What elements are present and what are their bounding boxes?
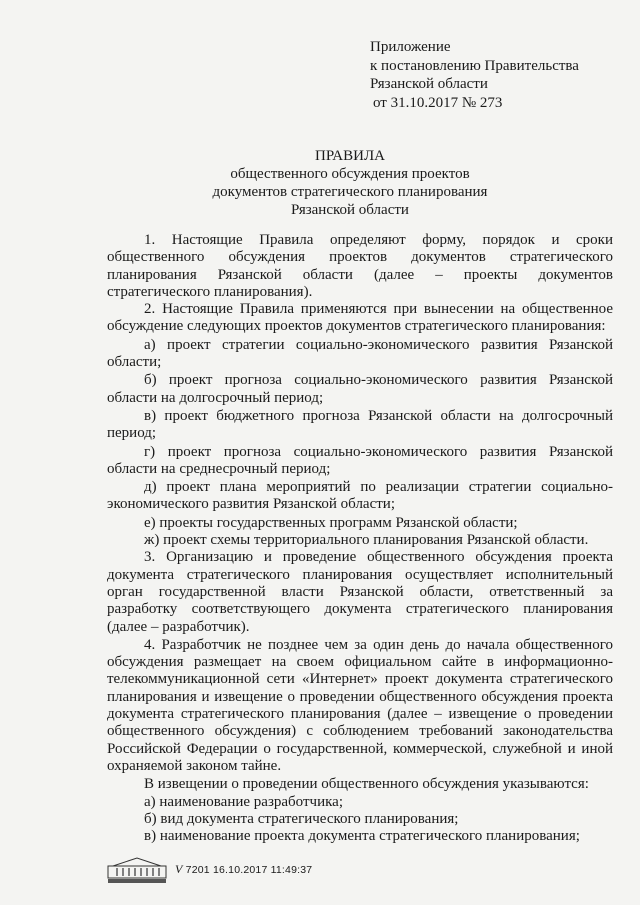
list-item-g: г) проект прогноза социально-экономического развития Рязанской области на среднесрочный период; bbox=[107, 443, 613, 477]
paragraph-3: 3. Организацию и проведение общественного обсуждения проекта документа стратегического планирования осуществляет исполнительный орган государственной власти Рязанской области, ответственный за разработку соответствующего документа стратегического планирования (далее – разработчик). bbox=[107, 549, 613, 635]
title-line-2: документов стратегического планирования bbox=[212, 184, 488, 200]
reg-number-value: 7201 bbox=[185, 864, 210, 876]
list-item-e: е) проекты государственных программ Рязанской области; bbox=[144, 514, 518, 531]
list-item-b: б) проект прогноза социально-экономического развития Рязанской области на долгосрочный период; bbox=[107, 372, 613, 406]
title-line-1: общественного обсуждения проектов bbox=[230, 166, 470, 182]
list-item-v: в) проект бюджетного прогноза Рязанской области на долгосрочный период; bbox=[107, 407, 613, 442]
appendix-line-2: к постановлению Правительства bbox=[370, 57, 579, 74]
paragraph-4: 4. Разработчик не позднее чем за один день до начала общественного обсуждения размещает на своем официальном сайте в информационно-телекоммуникационной сети «Интернет» проект документа стратегического планирования и извещение о проведении общественного обсуждения проекта документа стратегического планирования (далее – извещение о проведении общественного обсуждения) с соблюдением требований законодательства Российской Федерации о государственной, коммерческой, служебной и иной охраняемой законом тайне. bbox=[107, 636, 613, 774]
notice-intro: В извещении о проведении общественного обсуждения указываются: bbox=[144, 776, 589, 793]
appendix-date: от 31.10.2017 № 273 bbox=[373, 94, 503, 111]
notice-item-b: б) вид документа стратегического планирования; bbox=[144, 810, 459, 827]
reg-timestamp: 16.10.2017 11:49:37 bbox=[212, 864, 313, 876]
appendix-header bbox=[370, 38, 579, 112]
appendix-line-1: Приложение bbox=[370, 39, 451, 55]
title-line-3: Рязанской области bbox=[291, 202, 409, 218]
registration-number bbox=[175, 862, 312, 877]
list-item-zh: ж) проект схемы территориального планирования Рязанской области. bbox=[144, 532, 589, 549]
notice-item-v: в) наименование проекта документа стратегического планирования; bbox=[144, 828, 580, 845]
paragraph-2: 2. Настоящие Правила применяются при вынесении на общественное обсуждение следующих проектов документов стратегического планирования: bbox=[107, 301, 613, 335]
list-item-d: д) проект плана мероприятий по реализации стратегии социально-экономического развития Рязанской области; bbox=[107, 479, 613, 513]
registration-footer bbox=[107, 856, 367, 888]
document-body bbox=[107, 232, 613, 845]
checkmark-v: V bbox=[175, 862, 183, 876]
appendix-line-3: Рязанской области bbox=[370, 76, 488, 92]
document-title bbox=[90, 147, 610, 219]
building-stamp-icon bbox=[107, 856, 167, 884]
notice-item-a: а) наименование разработчика; bbox=[144, 793, 343, 810]
title-heading: ПРАВИЛА bbox=[315, 148, 385, 164]
list-item-a: а) проект стратегии социально-экономического развития Рязанской области; bbox=[107, 336, 613, 371]
paragraph-1: 1. Настоящие Правила определяют форму, порядок и сроки общественного обсуждения проектов документов стратегического планирования Рязанской области (далее – проекты документов стратегического планирования). bbox=[107, 232, 613, 300]
